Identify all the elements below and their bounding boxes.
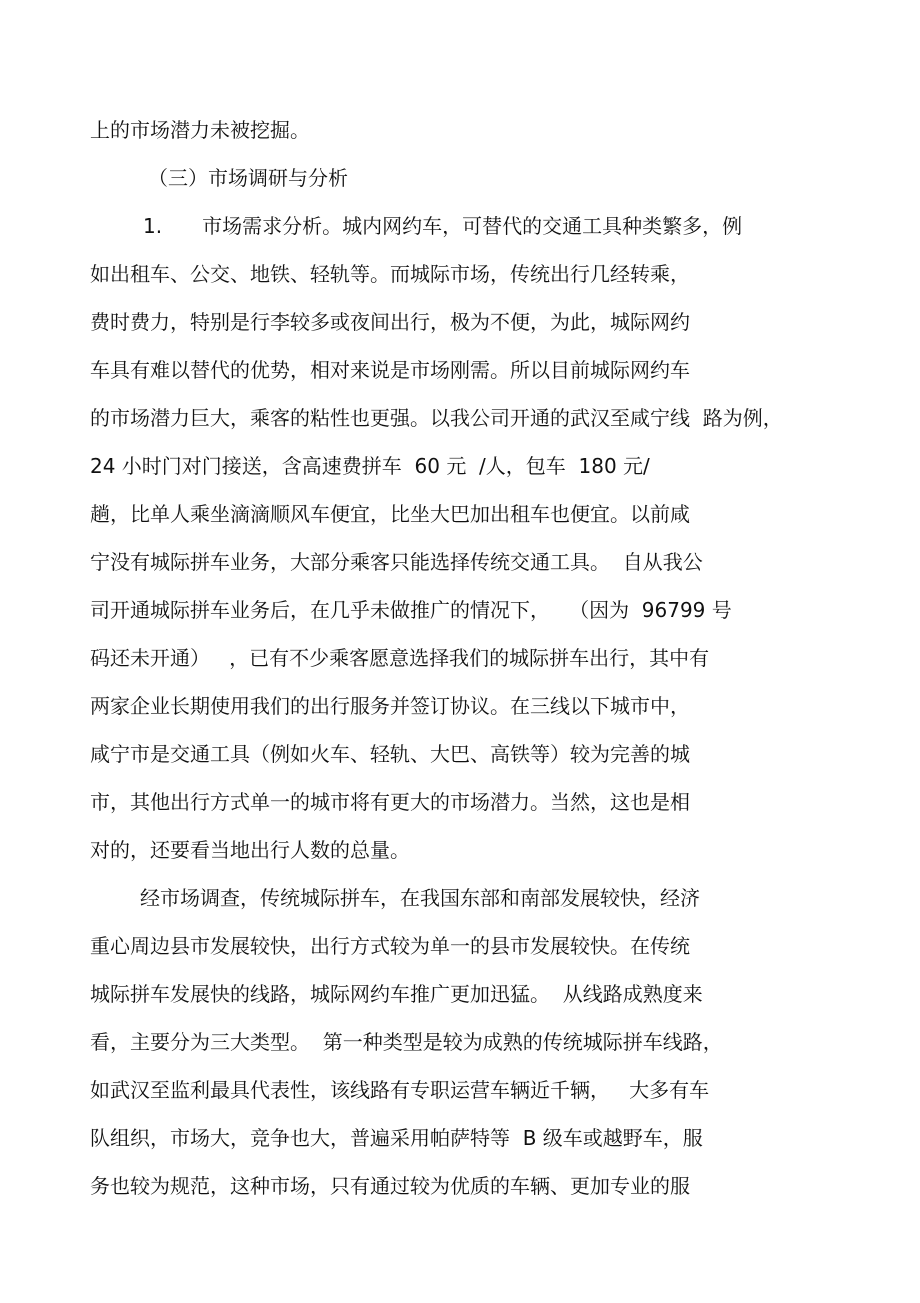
text-line: 费时费力，特别是行李较多或夜间出行，极为不便，为此，城际网约 (90, 310, 690, 334)
text-line: 如出租车、公交、地铁、轻轨等。而城际市场，传统出行几经转乘， (90, 262, 690, 286)
text-line: 车具有难以替代的优势，相对来说是市场刚需。所以目前城际网约车 (90, 358, 690, 382)
text-line: 码还未开通） ，已有不少乘客愿意选择我们的城际拼车出行，其中有 (90, 646, 710, 670)
text-line: 队组织，市场大，竞争也大，普遍采用帕萨特等 B 级车或越野车，服 (90, 1126, 703, 1150)
text-line: 趟，比单人乘坐滴滴顺风车便宜，比坐大巴加出租车也便宜。以前咸 (90, 502, 690, 526)
text-line: 对的，还要看当地出行人数的总量。 (90, 838, 410, 862)
text-line: 如武汉至监利最具代表性，该线路有专职运营车辆近千辆， 大多有车 (90, 1078, 710, 1102)
text-line: 经市场调查，传统城际拼车，在我国东部和南部发展较快，经济 (140, 886, 700, 910)
text-line: 城际拼车发展快的线路，城际网约车推广更加迅猛。 从线路成熟度来 (90, 982, 703, 1006)
text-line: 的市场潜力巨大，乘客的粘性也更强。以我公司开通的武汉至咸宁线 路为例， (90, 406, 783, 430)
text-line: 24 小时门对门接送，含高速费拼车 60 元 /人，包车 180 元/ (90, 454, 650, 478)
text-line: 1. 市场需求分析。城内网约车，可替代的交通工具种类繁多，例 (143, 214, 743, 238)
text-line: 两家企业长期使用我们的出行服务并签订协议。在三线以下城市中， (90, 694, 690, 718)
text-line: 司开通城际拼车业务后，在几乎未做推广的情况下， （因为 96799 号 (90, 598, 732, 622)
text-line: 上的市场潜力未被挖掘。 (90, 118, 310, 142)
section-heading: （三）市场调研与分析 (148, 166, 348, 190)
text-line: 看，主要分为三大类型。 第一种类型是较为成熟的传统城际拼车线路， (90, 1030, 723, 1054)
text-line: 市，其他出行方式单一的城市将有更大的市场潜力。当然，这也是相 (90, 790, 690, 814)
text-line: 咸宁市是交通工具（例如火车、轻轨、大巴、高铁等）较为完善的城 (90, 742, 690, 766)
text-line: 重心周边县市发展较快，出行方式较为单一的县市发展较快。在传统 (90, 934, 690, 958)
text-line: 务也较为规范，这种市场，只有通过较为优质的车辆、更加专业的服 (90, 1174, 690, 1198)
text-line: 宁没有城际拼车业务，大部分乘客只能选择传统交通工具。 自从我公 (90, 550, 703, 574)
